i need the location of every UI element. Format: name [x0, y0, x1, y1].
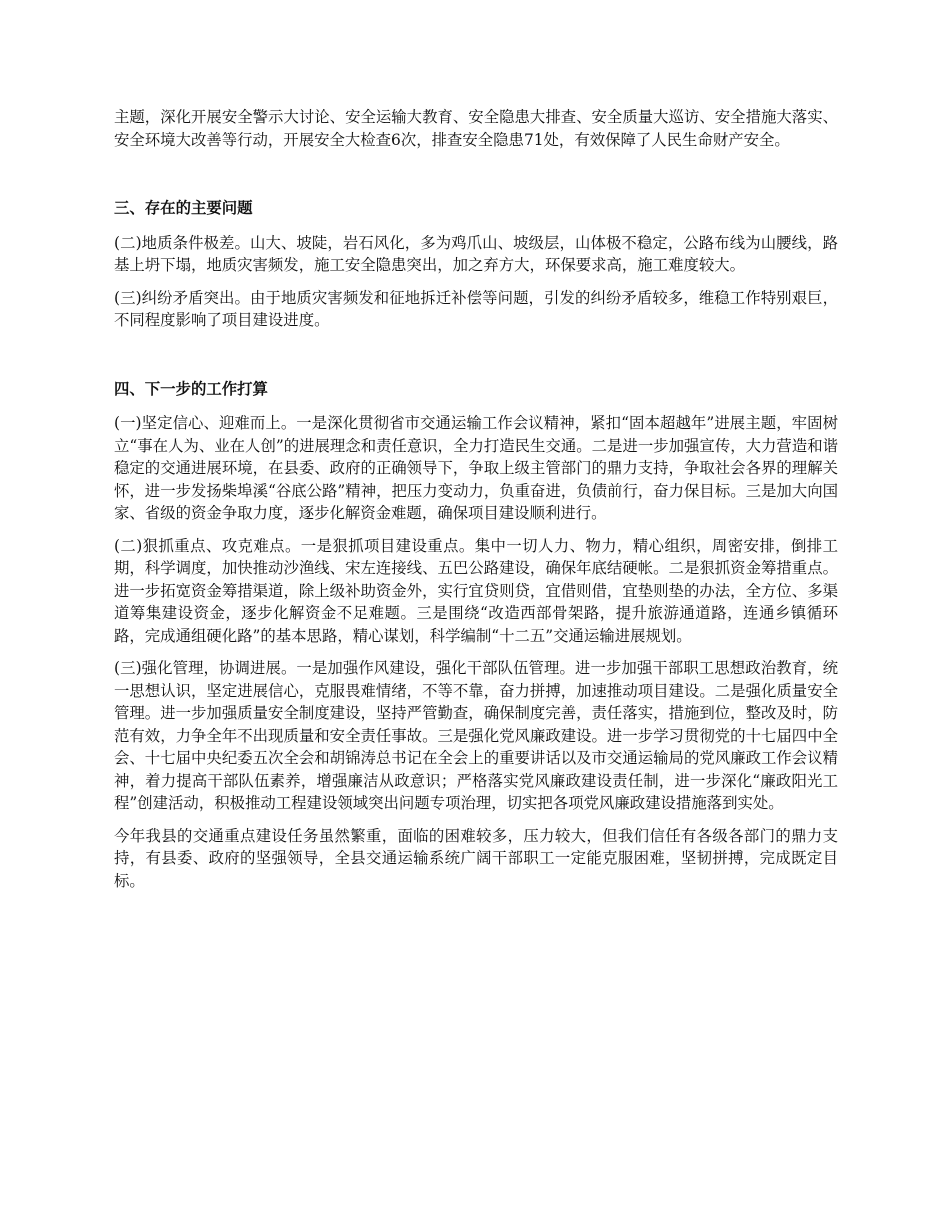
- section-3-heading: 三、存在的主要问题: [114, 199, 253, 217]
- heading-spacer: [114, 220, 838, 232]
- section-3-paragraph-2: (三)纠纷矛盾突出。由于地质灾害频发和征地拆迁补偿等问题，引发的纠纷矛盾较多，维稳工作特别艰巨，不同程度影响了项目建设进度。: [114, 288, 838, 329]
- section-4-paragraph-2: (二)狠抓重点、攻克难点。一是狠抓项目建设重点。集中一切人力、物力，精心组织，周密安排，倒排工期，科学调度，加快推动沙渔线、宋左连接线、五巴公路建设，确保年底结硬帐。二是狠抓资金筹措重点。进一步拓宽资金筹措渠道，除上级补助资金外，实行宜贷则贷，宜借则借，宜垫则垫的办法，全方位、多渠道筹集建设资金，逐步化解资金不足难题。三是围绕“改造西部骨架路，提升旅游通道路，连通乡镇循环路，完成通组硬化路”的基本思路，精心谋划，科学编制“十二五”交通运输进展规划。: [114, 536, 838, 645]
- section-4-heading: 四、下一步的工作打算: [114, 379, 268, 398]
- section-spacer: [114, 342, 838, 378]
- section-spacer: [114, 161, 838, 197]
- section-3-paragraph-1: (二)地质条件极差。山大、坡陡，岩石风化，多为鸡爪山、坡级层，山体极不稳定，公路布线为山腰线，路基上坍下塌，地质灾害频发，施工安全隐患突出，加之弃方大，环保要求高，施工难度较大。: [114, 233, 838, 274]
- document-page: [114, 106, 838, 902]
- section-4-paragraph-4: 今年我县的交通重点建设任务虽然繁重，面临的困难较多，压力较大，但我们信任有各级各部门的鼎力支持，有县委、政府的坚强领导，全县交通运输系统广阔干部职工一定能克服困难，坚韧拼搏，完成既定目标。: [114, 826, 838, 890]
- intro-paragraph: 主题，深化开展安全警示大讨论、安全运输大教育、安全隐患大排查、安全质量大巡访、安全措施大落实、安全环境大改善等行动，开展安全大检查6次，排查安全隐患71处，有效保障了人民生命财产安全。: [114, 108, 838, 149]
- section-4-paragraph-1: (一)坚定信心、迎难而上。一是深化贯彻省市交通运输工作会议精神，紧扣“固本超越年”进展主题，牢固树立“事在人为、业在人创”的进展理念和责任意识，全力打造民生交通。二是进一步加强宣传，大力营造和谐稳定的交通进展环境，在县委、政府的正确领导下，争取上级主管部门的鼎力支持，争取社会各界的理解关怀，进一步发扬柴埠溪“谷底公路”精神，把压力变动力，负重奋进，负债前行，奋力保目标。三是加大向国家、省级的资金争取力度，逐步化解资金难题，确保项目建设顺利进行。: [114, 414, 838, 522]
- section-4-paragraph-3: (三)强化管理，协调进展。一是加强作风建设，强化干部队伍管理。进一步加强干部职工思想政治教育，统一思想认识，坚定进展信心，克服畏难情绪，不等不靠，奋力拼搏，加速推动项目建设。二是强化质量安全管理。进一步加强质量安全制度建设，坚持严管勤查，确保制度完善，责任落实，措施到位，整改及时，防范有效，力争全年不出现质量和安全责任事故。三是强化党风廉政建设。进一步学习贯彻党的十七届四中全会、十七届中央纪委五次全会和胡锦涛总书记在全会上的重要讲话以及市交通运输局的党风廉政工作会议精神，着力提高干部队伍素养，增强廉洁从政意识；严格落实党风廉政建设责任制，进一步深化“廉政阳光工程”创建活动，积极推动工程建设领域突出问题专项治理，切实把各项党风廉政建设措施落到实处。: [114, 659, 838, 812]
- heading-spacer: [114, 400, 838, 412]
